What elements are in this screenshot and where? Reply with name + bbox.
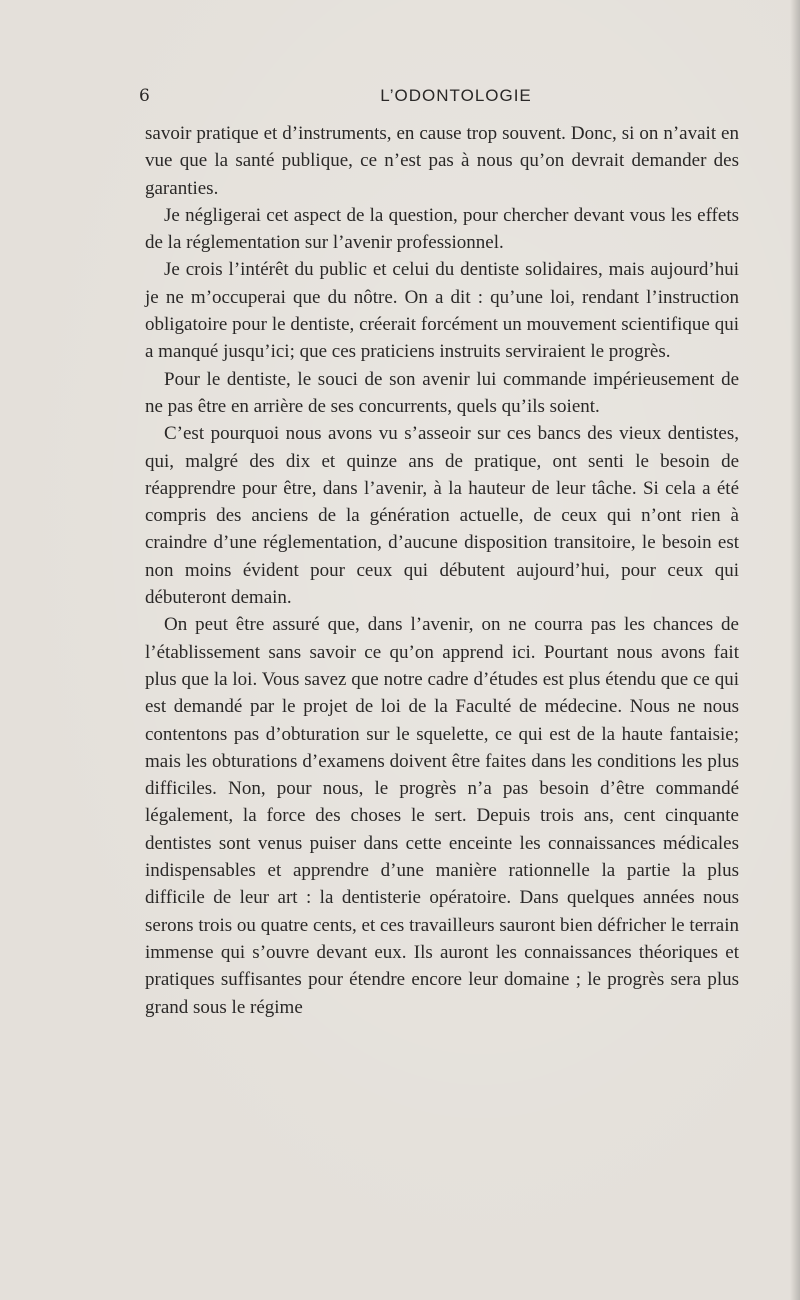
paragraph: Pour le dentiste, le souci de son avenir lui commande impérieusement de ne pas être en arrière de ses concurrents, quels qu’ils soient. — [145, 368, 739, 417]
page-number: 6 — [139, 86, 151, 106]
running-title: L’ODONTOLOGIE — [380, 86, 532, 105]
paragraph: On peut être assuré que, dans l’avenir, on ne courra pas les chances de l’établissement sans savoir ce qu’on apprend ici. Pourtant nous avons fait plus que la loi. Vous savez que notre cadre d’études est plus étendu que ce qui est demandé par le projet de loi de la Faculté de médecine. Nous ne nous contentons pas d’obturation sur le squelette, ce qui est de la haute fantaisie; mais les obturations d’examens doivent être faites dans les conditions les plus difficiles. Non, pour nous, le progrès n’a pas besoin d’être commandé légalement, la force des choses le sert. Depuis trois ans, cent cinquante dentistes sont venus puiser dans cette enceinte les connaissances médicales indispensables et apprendre d’une manière rationnelle la partie la plus difficile de leur art : la dentisterie opératoire. Dans quelques années nous serons trois ou quatre cents, et ces travailleurs sauront bien défricher le terrain immense qui s’ouvre devant eux. Ils auront les connaissances théoriques et pratiques suffisantes pour étendre encore leur domaine ; le progrès sera plus grand sous le régime — [145, 614, 739, 1018]
paragraph: Je crois l’intérêt du public et celui du dentiste solidaires, mais aujourd’hui je ne m’occuperai que du nôtre. On a dit : qu’une loi, rendant l’instruction obligatoire pour le dentiste, créerait forcément un mouvement scientifique qui a manqué jusqu’ici; que ces praticiens instruits serviraient le progrès. — [145, 259, 739, 363]
body-text — [145, 120, 739, 1021]
paragraph: C’est pourquoi nous avons vu s’asseoir sur ces bancs des vieux dentistes, qui, malgré des dix et quinze ans de pratique, ont senti le besoin de réapprendre pour être, dans l’avenir, à la hauteur de leur tâche. Si cela a été compris des anciens de la génération actuelle, de ceux qui n’ont rien à craindre d’une réglementation, d’aucune disposition transitoire, le besoin est non moins évident pour ceux qui débutent aujourd’hui, pour ceux qui débuteront demain. — [145, 423, 739, 609]
paragraph: savoir pratique et d’instruments, en cause trop souvent. Donc, si on n’avait en vue que la santé publique, ce n’est pas à nous qu’on devrait demander des garanties. — [145, 123, 739, 199]
page-edge-shadow — [790, 0, 800, 1300]
page-header — [139, 86, 745, 114]
paragraph: Je négligerai cet aspect de la question, pour chercher devant vous les effets de la réglementation sur l’avenir professionnel. — [145, 204, 739, 254]
